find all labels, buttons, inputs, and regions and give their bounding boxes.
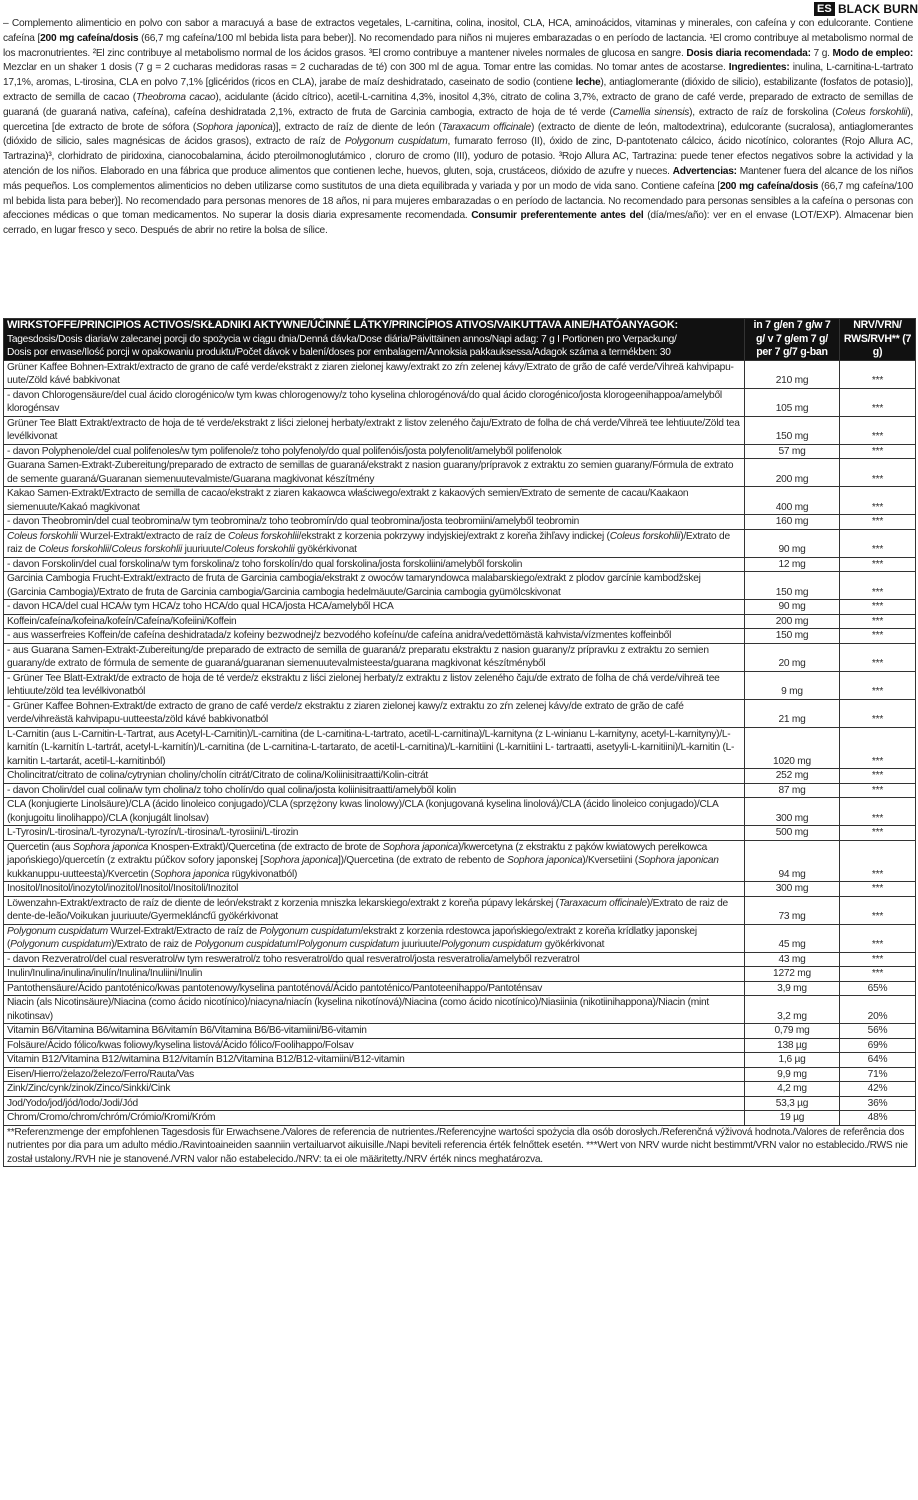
ingredients-label: Ingredientes: (728, 62, 790, 74)
table-row (4, 629, 916, 644)
ingredient-name: Kakao Samen-Extrakt/Extracto de semilla de cacao/ekstrakt z ziaren kakaowca właściwego/extrakt z kakaových semien/Extrato de semente de cacau/Kaakaon siemenuute/Kakaó magkivonat (4, 487, 745, 515)
table-footnote-row (4, 1125, 916, 1167)
ingredient-nrv: 20% (840, 996, 916, 1024)
ingredient-nrv: 71% (840, 1067, 916, 1082)
ingredient-amount: 90 mg (745, 529, 840, 557)
table-row (4, 952, 916, 967)
ingredient-name: - davon Cholin/del cual colina/w tym cholina/z toho cholín/do qual colina/josta koliinisitraatti/amelyből kolin (4, 783, 745, 798)
table-row (4, 769, 916, 784)
ingredient-nrv: *** (840, 444, 916, 459)
ingredient-nrv: 64% (840, 1053, 916, 1068)
ingredient-amount: 21 mg (745, 699, 840, 727)
ingredient-name: L-Tyrosin/L-tirosina/L-tyrozyna/L-tyrozín/L-tirosina/L-tyrosiini/L-tirozin (4, 826, 745, 841)
ingredient-nrv: *** (840, 952, 916, 967)
ingredient-name: Polygonum cuspidatum Wurzel-Extrakt/Extracto de raíz de Polygonum cuspidatum/ekstrakt z korzenia rdestowca japońskiego/extrakt z koreňa krídlatky japonskej (Polygonum cuspidatum)/Extrato de raiz de Polygonum cuspidatum/Polygonum cuspidatum juuriuute/Polygonum cuspidatum gyökérkivonat (4, 924, 745, 952)
table-row (4, 416, 916, 444)
table-header-amount: in 7 g/en 7 g/w 7 g/ v 7 g/em 7 g/ per 7 g/7 g-ban (745, 319, 840, 361)
ingredient-name: - Grüner Tee Blatt-Extrakt/de extracto de hoja de té verde/z ekstraktu z liści zielonej herbaty/z extraktu z listov zeleného čaju/de extrato de folha de chá verde/vihreä tee lehtiuute/zöld tea levélkivonatból (4, 671, 745, 699)
table-row (4, 1082, 916, 1097)
ingredient-name: L-Carnitin (aus L-Carnitin-L-Tartrat, aus Acetyl-L-Carnitin)/L-carnitina (de L-carnitina-L-tartrato, acetil-L-carnitina)/L-karnityna (z L-winianu L-karnityny, acetyl-L-karnityny)/L-karnitín (L-karnitín L-tartrát, acetyl-L-karnitín)/L-carnitina (de L-carnitina-L-tartarato, de acetil-L-carnitina)/L-karnitiini (L-karnitiini L- tartraatti, asetyyli-L-karnitiini)/L-karnitin (L-karnitin L-tartarát, acetil-L-karnitinból) (4, 727, 745, 769)
table-row (4, 444, 916, 459)
ingredient-name: Chrom/Cromo/chrom/chróm/Crómio/Kromi/Króm (4, 1111, 745, 1126)
ingredient-name: Guarana Samen-Extrakt-Zubereitung/preparado de extracto de semillas de guaraná/ekstrakt z nasion guarany/prípravok z extraktu zo semien guarany/Fórmula de extrato de semente guaraná/Guaranan siemenuutevalmiste/Guarana magkivonat készítmény (4, 459, 745, 487)
ingredient-amount: 150 mg (745, 572, 840, 600)
ingredient-amount: 0,79 mg (745, 1024, 840, 1039)
ingredient-nrv: *** (840, 727, 916, 769)
ingredient-nrv: *** (840, 671, 916, 699)
ingredient-amount: 200 mg (745, 459, 840, 487)
ingredient-amount: 20 mg (745, 643, 840, 671)
ingredient-name: Eisen/Hierro/żelazo/železo/Ferro/Rauta/Vas (4, 1067, 745, 1082)
intro-text: – Complemento alimenticio en polvo con sabor a maracuyá a base de extractos vegetales, L-carnitina, colina, inositol, CLA, HCA, aminoácidos, vitaminas y minerales, con cafeína y con edulcorante. Contiene cafeína [200 mg cafeína/dosis (66,7 mg cafeína/100 ml bebida lista para beber)]. No recomendado para niños ni mujeres embarazadas o en período de lactancia. ¹El cromo contribuye al metabolismo normal de los macronutrientes. ²El zinc contribuye al metabolismo normal de los ácidos grasos. ³El cromo contribuye a mantener niveles normales de glucosa en sangre. Dosis diaria recomendada: 7 g. Modo de empleo: Mezclar en un shaker 1 dosis (7 g = 2 cucharas medidoras rasas = 2 cucharadas de té) con 300 ml de agua. Tomar entre las comidas. No tomar antes de acostarse. Ingredientes: inulina, L-carnitina-L-tartrato 17,1%, aromas, L-tirosina, CLA en polvo 7,1% [glicéridos (ricos en CLA), jarabe de maíz deshidratado, caseinato de sodio (contiene leche), antiaglomerante (dióxido de silicio), estabilizante (fosfatos de potasio)], extracto de semilla de cacao (Theobroma cacao), acidulante (ácido cítrico), acetil-L-carnitina 4,3%, inositol 4,3%, citrato de colina 3,7%, extracto de grano de café verde, preparado de extracto de semillas de guaraná (de guaraná nativa, cafeína), cafeína deshidratada 2,1%, extracto de fruta de Garcinia cambogia, extracto de hoja de té verde (Camellia sinensis), extracto de raíz de forskolina (Coleus forskohlii), quercetina [de extracto de brote de sófora (Sophora japonica)], extracto de raíz de diente de león (Taraxacum officinale) (extracto de diente de león, maltodextrina), edulcorante (sucralosa), antiaglomerantes (dióxido de silicio, sales magnésicas de ácidos grasos), extracto de raíz de Polygonum cuspidatum, fumarato ferroso (II), óxido de zinc, D-pantotenato cálcico, ácido nicotínico, colorantes (Rojo Allura AC, Tartrazina)³, clorhidrato de piridoxina, cianocobalamina, ácido pteroilmonoglutámico , cloruro de cromo (III), yoduro de potasio. ³Rojo Allura AC, Tartrazina: puede tener efectos negativos sobre la actividad y la atención de los niños. Elaborado en una fábrica que produce alimentos que contienen leche, huevos, gluten, soja, crustáceos, dióxido de azufre y nueces. Advertencias: Mantener fuera del alcance de los niños más pequeños. Los complementos alimenticios no deben utilizarse como sustitutos de una dieta equilibrada y variada y por un modo de vida sano. Contiene cafeína [200 mg cafeína/dosis (66,7 mg cafeína/100 ml bebida lista para beber)]. No recomendado para personas menores de 18 años, ni para mujeres embarazadas o en período de lactancia. No recomendado para personas sensibles a la cafeína o personas con afecciones médicas o que toman medicamentos. No superar la dosis diaria expresamente recomendada. Consumir preferentemente antes del (día/mes/año): ver en el envase (LOT/EXP). Almacenar bien cerrado, en lugar fresco y seco. Después de abrir no retire la bolsa de sílice. (3, 18, 913, 237)
ingredient-amount: 105 mg (745, 388, 840, 416)
ingredient-amount: 1020 mg (745, 727, 840, 769)
ingredient-name: Vitamin B6/Vitamina B6/witamina B6/vitamín B6/Vitamina B6/B6-vitamiini/B6-vitamin (4, 1024, 745, 1039)
ingredient-nrv: 65% (840, 981, 916, 996)
ingredient-name: - aus wasserfreies Koffein/de cafeína deshidratada/z kofeiny bezwodnej/z bezvodého kofeínu/de cafeína anidra/vedettömästä kahvista/vízmentes koffeinből (4, 629, 745, 644)
dose-label: Dosis diaria recomendada: (686, 47, 811, 59)
table-header-nrv: NRV/VRN/ RWS/RVH** (7 g) (840, 319, 916, 361)
ingredient-nrv: *** (840, 967, 916, 982)
table-row (4, 1053, 916, 1068)
usage-label: Modo de empleo: (832, 47, 913, 59)
ingredient-name: Inulin/Inulina/inulina/inulín/Inulina/Inuliini/Inulin (4, 967, 745, 982)
ingredient-name: Quercetin (aus Sophora japonica Knospen-Extrakt)/Quercetina (de extracto de brote de Sophora japonica)/kwercetyna (z ekstraktu z pąków kwiatowych perełkowca japońskiego)/quercetín (z extraktu púčkov sofory japonskej [Sophora japonica])/Quercetina (de extrato de rebento de Sophora japonica)/Kversetiini (Sophora japonican kukkanuppu-uutteesta)/Kvercetin (Sophora japonica rügykivonatból) (4, 840, 745, 882)
ingredient-amount: 73 mg (745, 896, 840, 924)
ingredient-nrv: *** (840, 572, 916, 600)
ingredient-name: Koffein/cafeína/kofeina/kofeín/Cafeína/Kofeiini/Koffein (4, 614, 745, 629)
ingredient-amount: 210 mg (745, 360, 840, 388)
ingredient-name: Inositol/Inositol/inozytol/inozitol/Inositol/Inositoli/Inozitol (4, 882, 745, 897)
table-row (4, 882, 916, 897)
ingredient-amount: 19 µg (745, 1111, 840, 1126)
table-row (4, 671, 916, 699)
table-row (4, 529, 916, 557)
ingredient-amount: 1272 mg (745, 967, 840, 982)
ingredient-amount: 9,9 mg (745, 1067, 840, 1082)
ingredient-amount: 12 mg (745, 557, 840, 572)
ingredient-name: Vitamin B12/Vitamina B12/witamina B12/vitamín B12/Vitamina B12/B12-vitamiini/B12-vitamin (4, 1053, 745, 1068)
ingredient-nrv: *** (840, 924, 916, 952)
table-row (4, 614, 916, 629)
ingredient-nrv: *** (840, 515, 916, 530)
ingredient-amount: 3,2 mg (745, 996, 840, 1024)
ingredient-name: CLA (konjugierte Linolsäure)/CLA (ácido linoleico conjugado)/CLA (sprzężony kwas linolowy)/CLA (konjugovaná kyselina linolová)/CLA (ácido linoleico conjugado)/CLA (konjugoitu linolihappo)/CLA (konjugált linolsav) (4, 798, 745, 826)
ingredient-nrv: *** (840, 826, 916, 841)
ingredient-name: - aus Guarana Samen-Extrakt-Zubereitung/de preparado de extracto de semilla de guaraná/z preparatu ekstraktu z nasion guarany/z prípravku z extraktu zo semien guarany/de extrato de fórmula de semente de guaraná/guaranan siemenuutevalmisteesta/guarana magkivonat készítményből (4, 643, 745, 671)
ingredient-amount: 3,9 mg (745, 981, 840, 996)
ingredient-amount: 400 mg (745, 487, 840, 515)
ingredient-nrv: *** (840, 896, 916, 924)
ingredient-amount: 500 mg (745, 826, 840, 841)
ingredient-amount: 53,3 µg (745, 1096, 840, 1111)
ingredient-name: Jod/Yodo/jod/jód/Iodo/Jodi/Jód (4, 1096, 745, 1111)
ingredient-amount: 300 mg (745, 882, 840, 897)
table-header-row (4, 319, 916, 361)
table-row (4, 572, 916, 600)
ingredient-name: Pantothensäure/Ácido pantoténico/kwas pantotenowy/kyselina pantoténová/Ácido pantoténico/Pantoteenihappo/Pantoténsav (4, 981, 745, 996)
ingredient-amount: 160 mg (745, 515, 840, 530)
language-badge: ES (814, 2, 835, 16)
table-header-ingredients: WIRKSTOFFE/PRINCIPIOS ACTIVOS/SKŁADNIKI AKTYWNE/ÚČINNÉ LÁTKY/PRINCÍPIOS ATIVOS/VAIKUTTAVA AINE/HATÓANYAGOK: Tagesdosis/Dosis diaria/w zalecanej porcji do spożycia w ciągu dnia/Denná dávka/Dose diária/Päivittäinen annos/Napi adag: 7 g I Portionen pro Verpackung/ Dosis por envase/Ilość porcji w opakowaniu produktu/Počet dávok v balení/doses por embalagem/Annoksia pakkauksessa/Adagok száma a termékben: 30 (4, 319, 745, 361)
ingredient-amount: 200 mg (745, 614, 840, 629)
header-bar (0, 0, 918, 18)
table-row (4, 798, 916, 826)
ingredient-nrv: 48% (840, 1111, 916, 1126)
ingredient-name: - davon Chlorogensäure/del cual ácido clorogénico/w tym kwas chlorogenowy/z toho kyselina chlorogénová/do qual ácido clorogénico/josta klorogeenihappoa/amelyből klorogénsav (4, 388, 745, 416)
table-row (4, 924, 916, 952)
ingredient-amount: 94 mg (745, 840, 840, 882)
ingredient-amount: 45 mg (745, 924, 840, 952)
ingredient-name: - davon Polyphenole/del cual polifenoles/w tym polifenole/z toho polyfenoly/do qual polifenóis/josta polyfenolit/amelyből polifenolok (4, 444, 745, 459)
table-row (4, 643, 916, 671)
ingredient-nrv: *** (840, 629, 916, 644)
table-row (4, 783, 916, 798)
ingredient-name: Garcinia Cambogia Frucht-Extrakt/extracto de fruta de Garcinia cambogia/ekstrakt z owoców tamaryndowca malabarskiego/extrakt z plodov garcínie kambodžskej (Garcinia Cambogia)/Extrato de fruta de Garcinia cambogia/Garcinia cambogia hedelmäuute/Garcinia cambogia gyümölcskivonat (4, 572, 745, 600)
ingredient-amount: 138 µg (745, 1038, 840, 1053)
ingredient-amount: 252 mg (745, 769, 840, 784)
ingredient-nrv: *** (840, 798, 916, 826)
ingredient-amount: 300 mg (745, 798, 840, 826)
ingredient-nrv: *** (840, 487, 916, 515)
ingredient-amount: 87 mg (745, 783, 840, 798)
table-row (4, 727, 916, 769)
ingredient-amount: 43 mg (745, 952, 840, 967)
ingredient-nrv: 42% (840, 1082, 916, 1097)
ingredient-nrv: *** (840, 360, 916, 388)
ingredient-nrv: *** (840, 614, 916, 629)
ingredient-nrv: 56% (840, 1024, 916, 1039)
ingredient-nrv: *** (840, 699, 916, 727)
ingredient-nrv: *** (840, 388, 916, 416)
ingredient-name: Cholincitrat/citrato de colina/cytrynian choliny/cholín citrát/Citrato de colina/Koliinisitraatti/Kolin-citrát (4, 769, 745, 784)
warnings-label: Advertencias: (672, 165, 737, 177)
table-row (4, 896, 916, 924)
ingredient-amount: 4,2 mg (745, 1082, 840, 1097)
table-row (4, 1038, 916, 1053)
table-row (4, 515, 916, 530)
ingredient-nrv: *** (840, 600, 916, 615)
product-name: BLACK BURN (838, 2, 918, 16)
ingredient-amount: 150 mg (745, 629, 840, 644)
ingredient-nrv: *** (840, 557, 916, 572)
ingredient-name: Zink/Zinc/cynk/zinok/Zinco/Sinkki/Cink (4, 1082, 745, 1097)
table-row (4, 967, 916, 982)
ingredient-name: Coleus forskohlii Wurzel-Extrakt/extracto de raíz de Coleus forskohlii/ekstrakt z korzenia pokrzywy indyjskiej/extrakt z koreňa žihľavy indickej (Coleus forskohlii)/Extrato de raiz de Coleus forskohlii/Coleus forskohlii juuriuute/Coleus forskohlii gyökérkivonat (4, 529, 745, 557)
ingredient-name: Niacin (als Nicotinsäure)/Niacina (como ácido nicotínico)/niacyna/niacín (kyselina nikotínová)/Niacina (como ácido nicotínico)/Niasiinia (nikotiinihappona)/Niacin (mint nikotinsav) (4, 996, 745, 1024)
ingredient-nrv: *** (840, 529, 916, 557)
ingredient-name: - davon Rezveratrol/del cual resveratrol/w tym resweratrol/z toho resveratrol/do qual resveratrol/josta resveratrolia/amelyből rezveratrol (4, 952, 745, 967)
best-before-label: Consumir preferentemente antes del (471, 210, 644, 222)
ingredient-name: - davon Forskolin/del cual forskolina/w tym forskolina/z toho forskolín/do qual forskolina/josta forskoliini/amelyből forskolin (4, 557, 745, 572)
table-row (4, 557, 916, 572)
ingredient-nrv: *** (840, 882, 916, 897)
table-row (4, 1096, 916, 1111)
footnote: **Referenzmenge der empfohlenen Tagesdosis für Erwachsene./Valores de referencia de nutrientes./Referencyjne wartości spożycia dla osób dorosłych./Referenčná výživová hodnota./Valores de referência dos nutrientes por dia para um adulto médio./Ravintoaineiden saanniin vertailuarvot aikuisille./Napi beviteli referencia érték felnőttek esetén. ***Wert von NRV wurde nicht bestimmt/VRN valor no establecido./RWS nie został ustalony./RVH nie je stanovené./VRN valor não estabelecido./NRV: ta ei ole määritetty./NRV érték nincs meghatározva. (4, 1125, 916, 1167)
ingredient-name: - Grüner Kaffee Bohnen-Extrakt/de extracto de grano de café verde/z ekstraktu z ziaren zielonej kawy/z extraktu zo zŕn zelenej kávy/de extrato de grão de café verde/vihreästä kahvipapu-uutteesta/zöld kávé babkivonatból (4, 699, 745, 727)
table-row (4, 1111, 916, 1126)
ingredient-amount: 57 mg (745, 444, 840, 459)
ingredient-name: Löwenzahn-Extrakt/extracto de raíz de diente de león/ekstrakt z korzenia mniszka lekarskiego/extrakt z koreňa púpavy lekárskej (Taraxacum officinale)/Extrato de raiz de dente-de-leão/Voikukan juuriuute/Gyermekláncfű gyökérkivonat (4, 896, 745, 924)
ingredient-nrv: *** (840, 643, 916, 671)
ingredient-nrv: *** (840, 459, 916, 487)
ingredient-name: Folsäure/Ácido fólico/kwas foliowy/kyselina listová/Ácido fólico/Foolihappo/Folsav (4, 1038, 745, 1053)
ingredient-name: Grüner Kaffee Bohnen-Extrakt/extracto de grano de café verde/ekstrakt z ziaren zielonej kawy/extrakt zo zŕn zelenej kávy/Extrato de grão de café verde/Vihreä kahvipapu-uute/Zöld kávé babkivonat (4, 360, 745, 388)
ingredient-amount: 90 mg (745, 600, 840, 615)
table-row (4, 840, 916, 882)
ingredient-nrv: *** (840, 416, 916, 444)
ingredient-amount: 1,6 µg (745, 1053, 840, 1068)
table-row (4, 360, 916, 388)
table-row (4, 388, 916, 416)
ingredient-nrv: 69% (840, 1038, 916, 1053)
ingredient-nrv: *** (840, 783, 916, 798)
active-ingredients-table (3, 318, 915, 1167)
ingredient-amount: 9 mg (745, 671, 840, 699)
table-row (4, 1024, 916, 1039)
table-row (4, 699, 916, 727)
table-row (4, 826, 916, 841)
table-row (4, 1067, 916, 1082)
table-row (4, 600, 916, 615)
ingredient-nrv: 36% (840, 1096, 916, 1111)
table-row (4, 996, 916, 1024)
ingredient-nrv: *** (840, 769, 916, 784)
table-row (4, 487, 916, 515)
ingredient-name: Grüner Tee Blatt Extrakt/extracto de hoja de té verde/ekstrakt z liści zielonej herbaty/extrakt z listov zeleného čaju/Extrato de folha de chá verde/Vihreä tee lehtiuute/Zöld tea levélkivonat (4, 416, 745, 444)
ingredient-name: - davon HCA/del cual HCA/w tym HCA/z toho HCA/do qual HCA/josta HCA/amelyből HCA (4, 600, 745, 615)
ingredient-amount: 150 mg (745, 416, 840, 444)
ingredient-nrv: *** (840, 840, 916, 882)
table-row (4, 981, 916, 996)
ingredient-name: - davon Theobromin/del cual teobromina/w tym teobromina/z toho teobromín/do qual teobromina/josta teobromiini/amelyből teobromin (4, 515, 745, 530)
table-row (4, 459, 916, 487)
